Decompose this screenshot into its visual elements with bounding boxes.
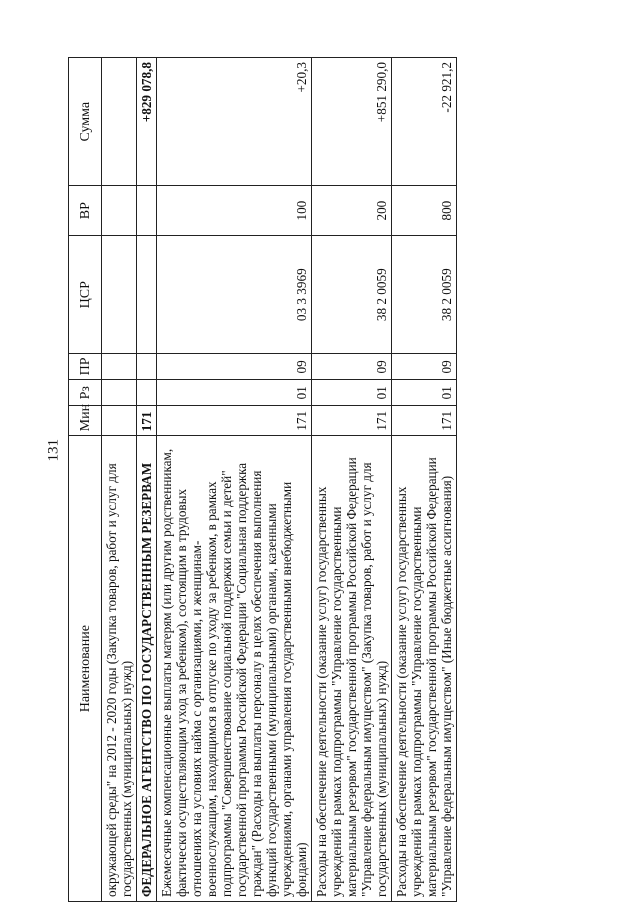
row-sum: +851 290,0 [312, 58, 392, 186]
row-rz: 01 [312, 380, 392, 406]
row-name: окружающей среды" на 2012 - 2020 годы (Закупка товаров, работ и услуг для государственных (муниципальных) нужд) [102, 436, 137, 902]
row-min: 171 [392, 406, 457, 436]
row-pr: 09 [392, 354, 457, 380]
row-rz: 01 [157, 380, 312, 406]
row-csr [102, 235, 137, 354]
table-row [157, 58, 312, 902]
row-vr: 200 [312, 186, 392, 236]
row-csr [137, 235, 157, 354]
row-csr: 03 3 3969 [157, 235, 312, 354]
row-csr: 38 2 0059 [312, 235, 392, 354]
table-row [392, 58, 457, 902]
header-pr: ПР [69, 354, 102, 380]
row-rz [137, 380, 157, 406]
header-rz: Рз [69, 380, 102, 406]
header-name: Наименование [69, 436, 102, 902]
row-pr [137, 354, 157, 380]
row-vr [102, 186, 137, 236]
table-row [312, 58, 392, 902]
header-csr: ЦСР [69, 235, 102, 354]
rotated-table-frame [68, 57, 593, 902]
row-pr: 09 [312, 354, 392, 380]
row-min: 171 [312, 406, 392, 436]
row-pr [102, 354, 137, 380]
row-rz [102, 380, 137, 406]
header-min: Мин [69, 406, 102, 436]
page-number: 131 [45, 439, 62, 462]
budget-table [68, 57, 457, 902]
row-sum: +829 078,8 [137, 58, 157, 186]
row-name: ФЕДЕРАЛЬНОЕ АГЕНТСТВО ПО ГОСУДАРСТВЕННЫМ РЕЗЕРВАМ [137, 436, 157, 902]
table-header-row [69, 58, 102, 902]
row-rz: 01 [392, 380, 457, 406]
row-name: Расходы на обеспечение деятельности (оказание услуг) государственных учреждений в рамках подпрограммы "Управление государственными материальным резервом" государственной программы Российской Федерации "Управление федеральным имуществом" (Иные бюджетные ассигнования) [392, 436, 457, 902]
header-sum: Сумма [69, 58, 102, 186]
row-vr: 800 [392, 186, 457, 236]
row-vr [137, 186, 157, 236]
row-vr: 100 [157, 186, 312, 236]
row-sum: -22 921,2 [392, 58, 457, 186]
table-row [137, 58, 157, 902]
row-sum: +20,3 [157, 58, 312, 186]
row-min [102, 406, 137, 436]
row-min: 171 [157, 406, 312, 436]
table-row [102, 58, 137, 902]
header-vr: ВР [69, 186, 102, 236]
row-name: Ежемесячные компенсационные выплаты матерям (или другим родственникам, фактически осуществляющим уход за ребенком), состоящим в трудовых отношениях на условиях найма с организациями, и женщинам-военнослужащим, находящимся в отпуске по уходу за ребенком, в рамках подпрограммы "Совершенствование социальной поддержки семьи и детей" государственной программы Российской Федерации "Социальная поддержка граждан" (Расходы на выплаты персоналу в целях обеспечения выполнения функций государственными (муниципальными) органами, казенными учреждениями, органами управления государственными внебюджетными фондами) [157, 436, 312, 902]
row-sum [102, 58, 137, 186]
budget-table-sheet [68, 57, 593, 902]
row-csr: 38 2 0059 [392, 235, 457, 354]
row-min: 171 [137, 406, 157, 436]
row-pr: 09 [157, 354, 312, 380]
row-name: Расходы на обеспечение деятельности (оказание услуг) государственных учреждений в рамках подпрограммы "Управление государственными материальным резервом" государственной программы Российской Федерации "Управление федеральным имуществом" (Закупка товаров, работ и услуг для государственных (муниципальных) нужд) [312, 436, 392, 902]
